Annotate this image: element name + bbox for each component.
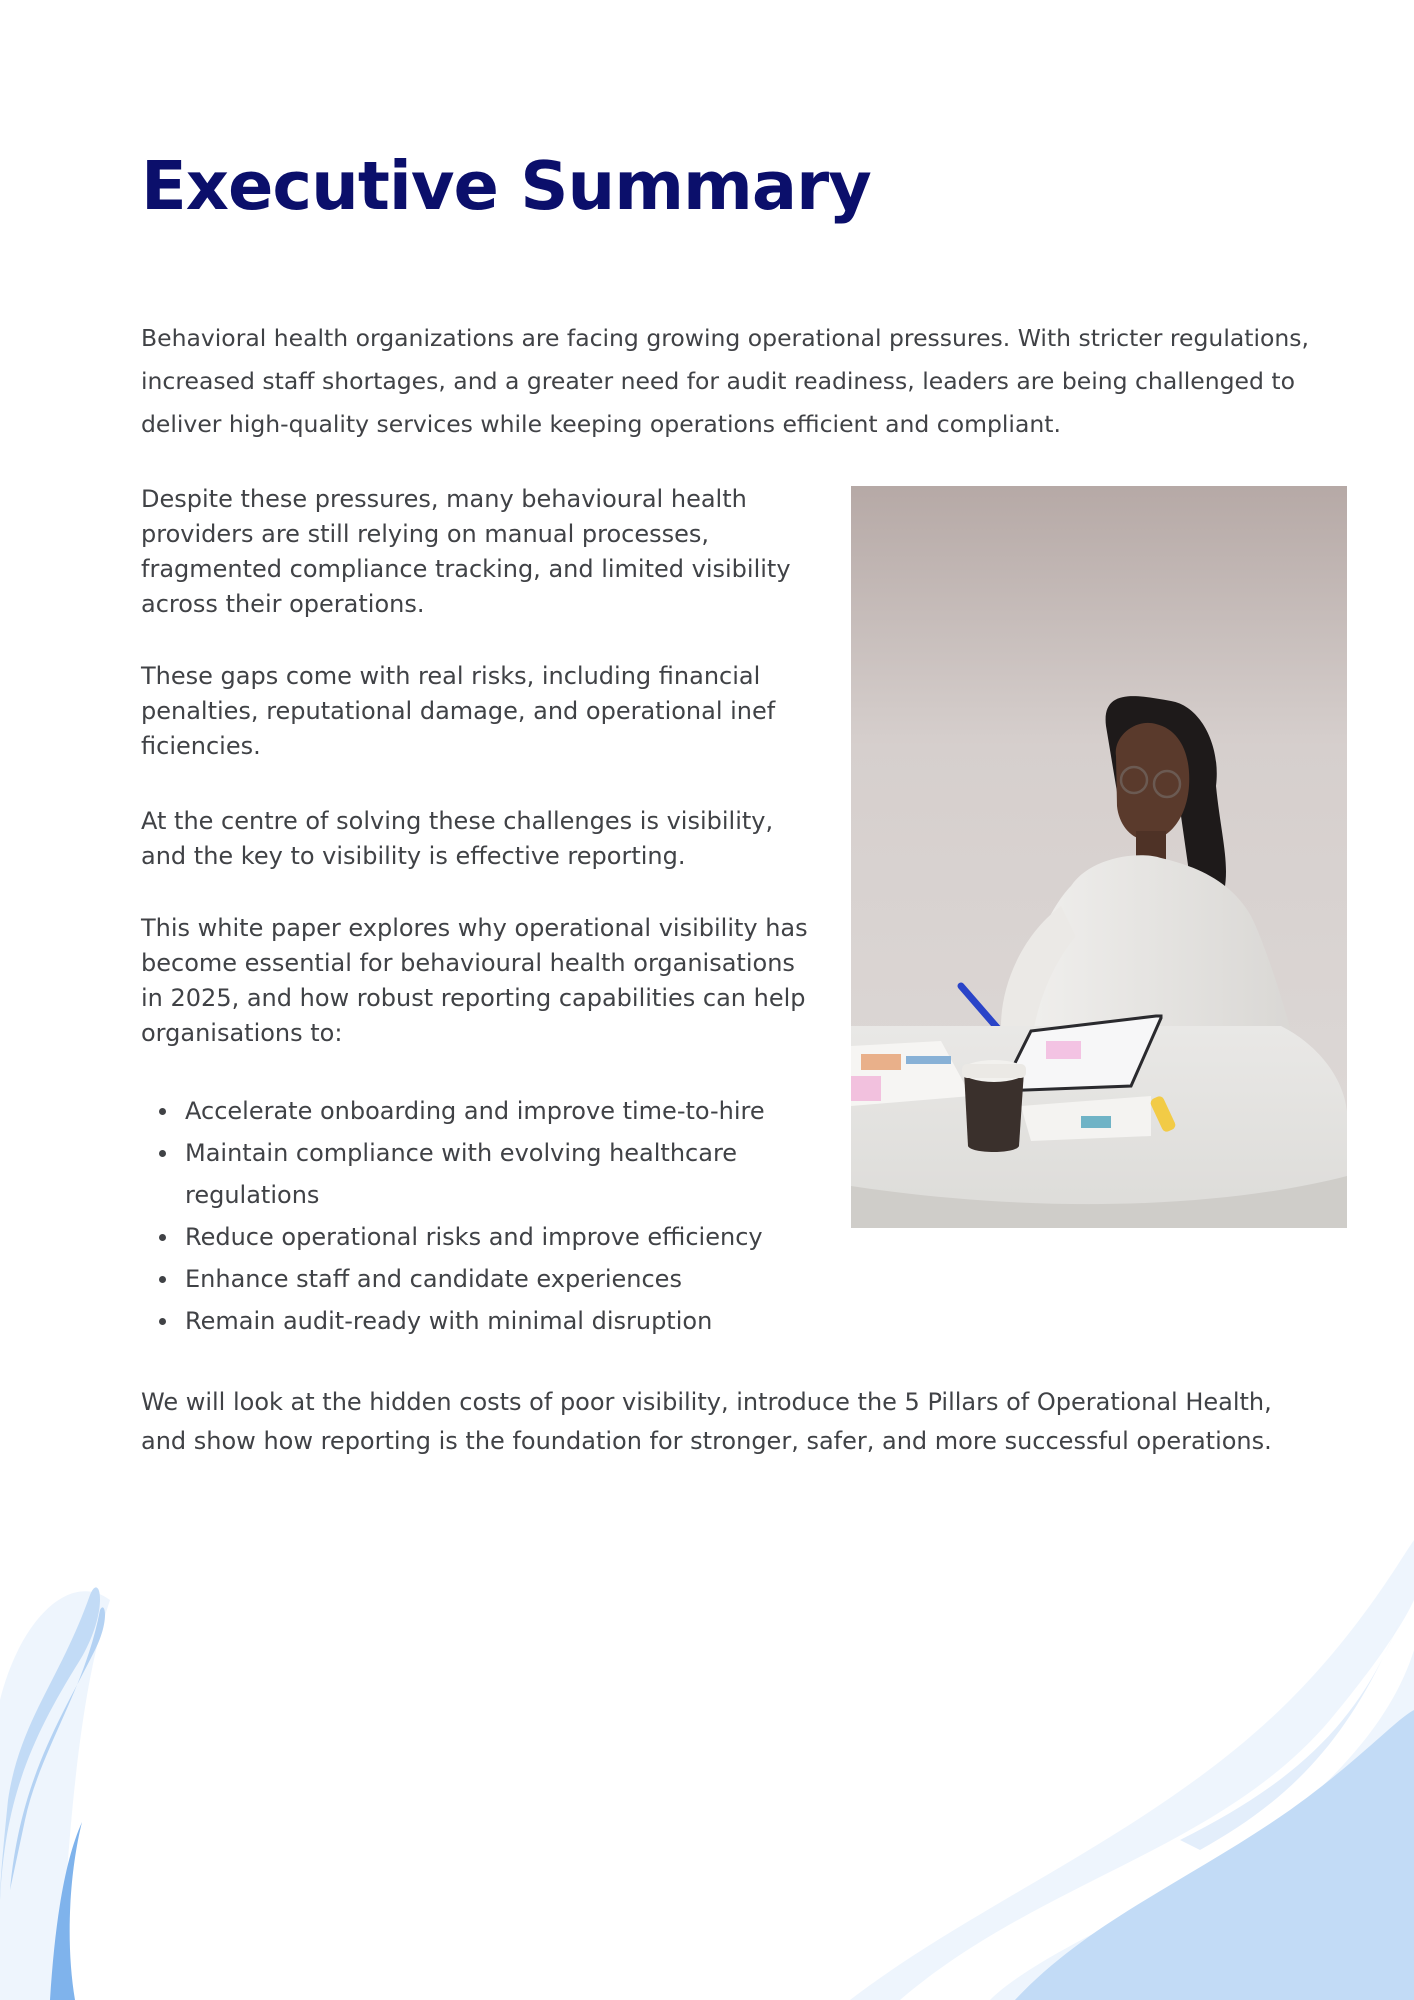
page-title: Executive Summary bbox=[141, 147, 871, 225]
bullet-icon bbox=[159, 1108, 166, 1115]
list-item-text: Reduce operational risks and improve efficiency bbox=[185, 1223, 763, 1251]
list-item-text: Maintain compliance with evolving healthcare regulations bbox=[185, 1139, 738, 1209]
wave-mid-left bbox=[50, 1822, 82, 2000]
wave-pale-left bbox=[0, 1591, 110, 2000]
wave-light-right bbox=[1015, 1710, 1414, 2000]
list-item bbox=[185, 1090, 865, 1132]
list-item bbox=[185, 1216, 865, 1258]
body-paragraph-3: At the centre of solving these challenges is visibility, and the key to visibility is effective reporting. bbox=[141, 807, 774, 870]
benefits-list bbox=[141, 1090, 865, 1342]
photo-coffee-cup bbox=[964, 1071, 1024, 1152]
body-paragraph-4: This white paper explores why operational visibility has become essential for behavioural health organisations in 2025, and how robust reporting capabilities can help organisations to: bbox=[141, 914, 808, 1047]
list-item bbox=[185, 1258, 865, 1300]
bullet-icon bbox=[159, 1234, 166, 1241]
wave-thin-right bbox=[1180, 1620, 1400, 1850]
wave-white-ribbon bbox=[900, 1600, 1414, 2000]
list-item-text: Enhance staff and candidate experiences bbox=[185, 1265, 682, 1293]
list-item bbox=[185, 1132, 865, 1216]
photo-illustration bbox=[851, 486, 1347, 1228]
photo-woman-at-desk bbox=[851, 486, 1347, 1228]
wave-light-left bbox=[0, 1587, 100, 1900]
list-item-text: Remain audit-ready with minimal disruption bbox=[185, 1307, 713, 1335]
wave-light-left-2 bbox=[10, 1607, 105, 1890]
closing-paragraph: We will look at the hidden costs of poor visibility, introduce the 5 Pillars of Operational Health, and show how reporting is the foundation for stronger, safer, and more successful operations. bbox=[141, 1388, 1272, 1455]
body-paragraph-1: Despite these pressures, many behavioural health providers are still relying on manual processes, fragmented compliance tracking, and limited visibility across their operations. bbox=[141, 485, 791, 618]
list-item bbox=[185, 1300, 865, 1342]
wave-pale-right bbox=[850, 1540, 1414, 2000]
bullet-icon bbox=[159, 1276, 166, 1283]
bullet-icon bbox=[159, 1318, 166, 1325]
intro-paragraph: Behavioral health organizations are facing growing operational pressures. With stricter regulations, increased staff shortages, and a greater need for audit readiness, leaders are being challenged to deliver high-quality services while keeping operations efficient and compliant. bbox=[141, 324, 1309, 438]
body-paragraph-2: These gaps come with real risks, including financial penalties, reputational damage, and operational inef ficiencies. bbox=[141, 662, 776, 760]
list-item-text: Accelerate onboarding and improve time-to-hire bbox=[185, 1097, 765, 1125]
bullet-icon bbox=[159, 1150, 166, 1157]
